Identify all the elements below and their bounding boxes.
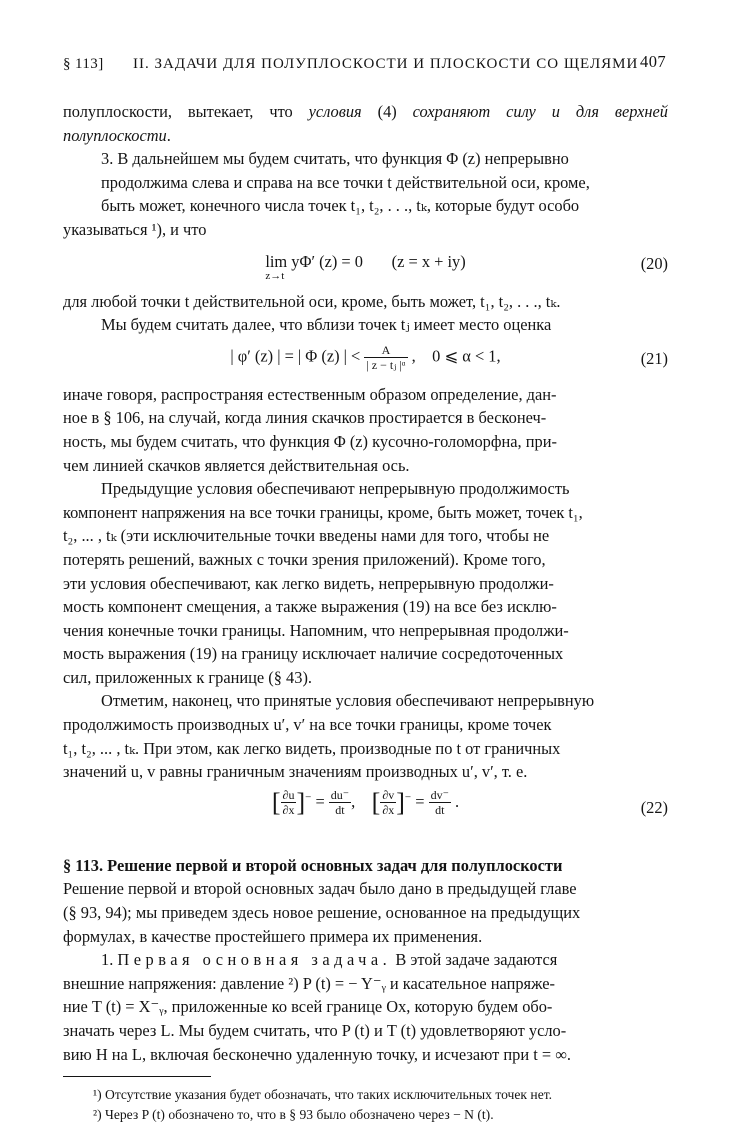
- equation-end: .: [450, 791, 460, 811]
- paragraph-2: [63, 147, 668, 241]
- line: Отметим, наконец, что принятые условия обеспечивают непрерывную: [101, 691, 595, 711]
- equation-20: [63, 242, 668, 290]
- bracket-open: [: [271, 787, 281, 817]
- denominator: dt: [435, 803, 445, 818]
- emphasis: сохраняют силу и для верхней полуплоскости: [63, 102, 669, 145]
- numerator: A: [364, 343, 407, 358]
- paragraph-1: [63, 100, 668, 147]
- denominator: ∂x: [282, 803, 295, 818]
- header-title: II. ЗАДАЧИ ДЛЯ ПОЛУПЛОСКОСТИ И ПЛОСКОСТИ СО ЩЕЛЯМИ: [133, 56, 639, 72]
- text: полуплоскости, вытекает, что: [63, 102, 309, 121]
- line: сил, приложенных к границе (§ 43).: [63, 667, 312, 687]
- equation-expression: yΦ′ (z) = 0 (z = x + iy): [287, 251, 466, 271]
- numerator: ∂v: [382, 788, 395, 803]
- line: указываться ¹), и что: [63, 219, 207, 239]
- fraction: [364, 343, 407, 372]
- bracket-close: ]: [296, 787, 306, 817]
- denominator: ∂x: [382, 803, 395, 818]
- fraction: [429, 788, 451, 817]
- equation-left: | φ′ (z) | = | Φ (z) | <: [230, 346, 365, 366]
- line: ние T (t) = X⁻ᵧ, приложенные ко всей границе Ox, которую будем обо-: [63, 997, 553, 1017]
- line: [63, 948, 668, 972]
- limit-subscript: z→t: [265, 269, 285, 282]
- paragraph-3: для любой точки t действительной оси, кроме, быть может, t₁, t₂, . . ., tₖ.: [63, 291, 561, 311]
- line: (§ 93, 94); мы приведем здесь новое решение, основанное на предыдущих: [63, 903, 581, 923]
- footnote-2: ²) Через P (t) обозначено то, что в § 93 было обозначено через − N (t).: [93, 1107, 494, 1123]
- equation-21: [63, 337, 668, 383]
- limit-operator: [265, 251, 288, 282]
- line: иначе говоря, распространяя естественным образом определение, дан-: [63, 384, 557, 404]
- line: ность, мы будем считать, что функция Φ (z) кусочно-голоморфна, при-: [63, 431, 557, 451]
- footnote-rule: [63, 1076, 211, 1077]
- running-header: [63, 52, 668, 78]
- fraction: [281, 788, 297, 817]
- fraction: [329, 788, 351, 817]
- line: Предыдущие условия обеспечивают непрерывную продолжимость: [101, 479, 570, 499]
- numerator: ∂u: [282, 788, 295, 803]
- bracket-open: [: [371, 787, 381, 817]
- line: t₂, ... , tₖ (эти исключительные точки введены нами для того, чтобы не: [63, 526, 550, 546]
- paragraph-5: [63, 383, 668, 477]
- line: значений u, v равны граничным значениям производных u′, v′, т. е.: [63, 762, 528, 782]
- section-heading: § 113. Решение первой и второй основных задач для полуплоскости: [63, 855, 563, 875]
- paragraph-7: [63, 689, 668, 783]
- line: продолжимость производных u′, v′ на все точки границы, кроме точек: [63, 715, 552, 735]
- paragraph-4: Мы будем считать далее, что вблизи точек tⱼ имеет место оценка: [101, 315, 552, 335]
- line: мость выражения (19) на границу исключает наличие сосредоточенных: [63, 644, 564, 664]
- line: потерять решений, важных с точки зрения приложений). Кроме того,: [63, 549, 546, 569]
- line: компонент напряжения на все точки границы, кроме, быть может, точек t₁,: [63, 502, 583, 522]
- section-intro: [63, 877, 668, 948]
- book-page: [63, 52, 668, 1125]
- line: Решение первой и второй основных задач было дано в предыдущей главе: [63, 879, 577, 899]
- denominator: | z − tⱼ |ᵅ: [366, 357, 406, 372]
- line: чения конечные точки границы. Напомним, что непрерывная продолжи-: [63, 620, 569, 640]
- equals: =: [311, 791, 329, 811]
- line: ное в § 106, на случай, когда линия скачков простирается в бесконеч-: [63, 408, 547, 428]
- text: .: [166, 125, 171, 145]
- equation-number: (22): [640, 797, 668, 817]
- emphasis: условия: [308, 102, 362, 121]
- equals: =: [411, 791, 429, 811]
- superscript: −: [305, 791, 312, 804]
- spaced-heading: Первая основная задача.: [117, 950, 392, 970]
- numerator: dv⁻: [430, 788, 449, 803]
- item-number: 1.: [101, 950, 118, 970]
- line: вию H на L, включая бесконечно удаленную точку, и исчезают при t = ∞.: [63, 1044, 572, 1064]
- line: эти условия обеспечивают, как легко видеть, непрерывную продолжи-: [63, 573, 554, 593]
- lim: lim: [265, 251, 288, 271]
- header-section: § 113]: [63, 56, 104, 72]
- page-number: 407: [640, 52, 666, 71]
- fraction: [380, 788, 396, 817]
- equation-right: , 0 ⩽ α < 1,: [407, 346, 501, 366]
- text: В этой задаче задаются: [391, 950, 558, 970]
- denominator: dt: [335, 803, 345, 818]
- line: 3. В дальнейшем мы будем считать, что функция Φ (z) непрерывно: [101, 149, 569, 169]
- bracket-close: ]: [396, 787, 405, 817]
- equation-number: (20): [640, 253, 668, 273]
- line: быть может, конечного числа точек t₁, t₂, . . ., tₖ, которые будут особо: [101, 196, 580, 216]
- paragraph-6: [63, 477, 668, 689]
- superscript: −: [404, 791, 412, 804]
- line: значать через L. Мы будем считать, что P (t) и T (t) удовлетворяют усло-: [63, 1021, 567, 1040]
- line: чем линией скачков является действительная ось.: [63, 455, 410, 475]
- line: мость компонент смещения, а также выражения (19) на все без исклю-: [63, 597, 557, 617]
- line: продолжима слева и справа на все точки t действительной оси, кроме,: [101, 172, 590, 192]
- line: формулах, в качестве простейшего примера их применения.: [63, 926, 483, 946]
- equation-number: (21): [640, 348, 668, 368]
- paragraph-8: [63, 948, 668, 1066]
- equation-22: [ $\frac{\partial u}{\partial x}$ ]− = $\frac{du^-}{dt}$ , [ $\frac{\partial v}{\partial x}$ ]− = $\frac{dv^-}{dt}$ . (22): [271, 787, 668, 818]
- footnote-1: ¹) Отсутствие указания будет обозначать, что таких исключительных точек нет.: [93, 1087, 553, 1103]
- numerator: du⁻: [330, 788, 350, 803]
- line: t₁, t₂, ... , tₖ. При этом, как легко видеть, производные по t от граничных: [63, 738, 561, 758]
- text: (4): [361, 102, 413, 121]
- line: внешние напряжения: давление ²) P (t) = − Y⁻ᵧ и касательное напряже-: [63, 973, 555, 993]
